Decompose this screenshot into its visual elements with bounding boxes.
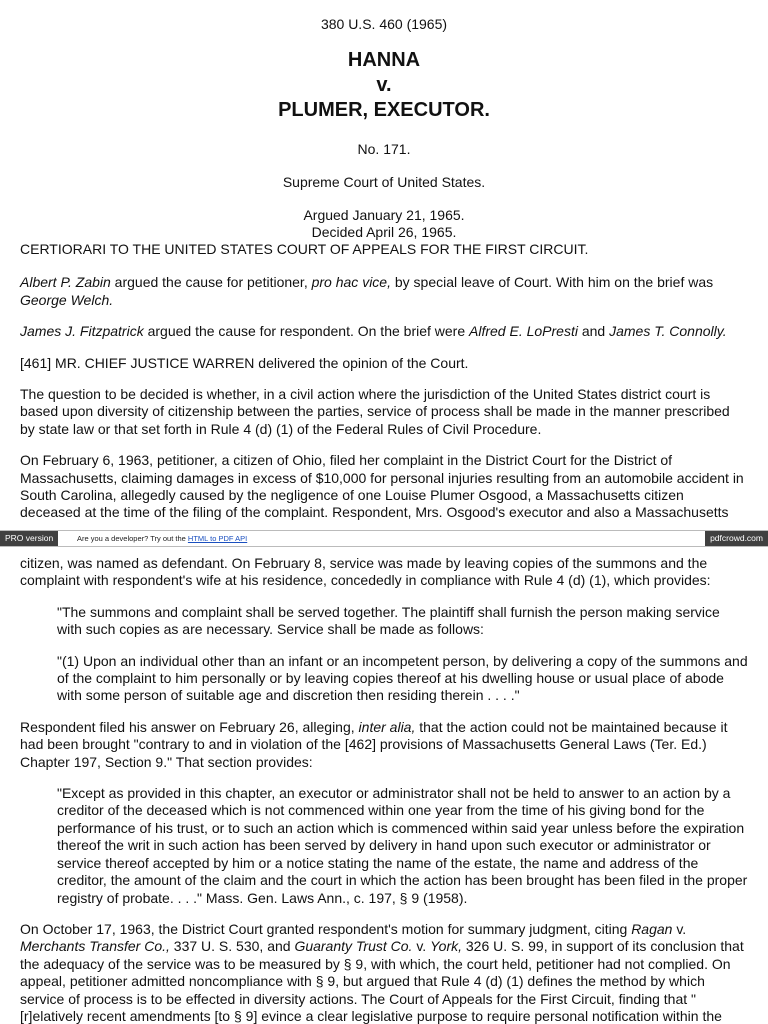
counsel-respondent: James J. Fitzpatrick argued the cause for respondent. On the brief were Alfred E. LoPresti and James T. Connolly.	[20, 323, 727, 340]
caption-versus: v.	[376, 74, 392, 96]
counsel-name: Alfred E. LoPresti	[469, 323, 578, 340]
blockquote-rule: "(1) Upon an individual other than an infant or an incompetent person, by delivering a copy of the summons and of the complaint to him personally or by leaving copies thereof at his dwelling house or usual place of abode with some person of suitable age and discretion then residing therein . . . ."	[57, 652, 748, 704]
docket-number: No. 171.	[357, 141, 411, 157]
court-name: Supreme Court of United States.	[282, 174, 486, 190]
counsel-petitioner: Albert P. Zabin argued the cause for petitioner, pro hac vice, by special leave of Court. With him on the brief was George Welch.	[20, 274, 714, 308]
blockquote-rule: "The summons and complaint shall be served together. The plaintiff shall furnish the person making service with such copies as are necessary. Service shall be made as follows:	[57, 603, 720, 638]
blockquote-mass-law: "Except as provided in this chapter, an executor or administrator shall not be held to answer to an action by a creditor of the deceased which is not commenced within one year from the time of his giving bond for the performance of his trust, or to such an action which is commenced within said year unless before the expiration thereof the writ in such action has been served by delivery in hand upon such executor or administrator or service thereof accepted by him or a notice stating the name of the estate, the name and address of the creditor, the amount of the claim and the court in which the action has been brought has been filed in the proper registry of probate. . . ." Mass. Gen. Laws Ann., c. 197, § 9 (1958).	[57, 785, 748, 906]
counsel-name: George Welch.	[20, 291, 114, 308]
case-name: Ragan	[631, 920, 673, 937]
paragraph-question: The question to be decided is whether, in a civil action where the jurisdiction of the United States district court is based upon diversity of citizenship between the parties, service of process shall be made in the manner prescribed by state law or that set forth in Rule 4 (d) (1) of the Federal Rules of Civil Procedure.	[20, 386, 730, 437]
developer-prompt: Are you a developer? Try out the HTML to PDF API	[77, 534, 248, 543]
paragraph-answer: Respondent filed his answer on February 26, alleging, inter alia, that the action could not be maintained because it had been brought "contrary to and in violation of the [462] provisions of Massachusetts General Laws (Ter. Ed.) Chapter 197, Section 9." That section provides:	[20, 718, 728, 770]
html-to-pdf-api-link[interactable]: HTML to PDF API	[187, 534, 248, 543]
caption-petitioner: HANNA	[347, 49, 421, 71]
paragraph-facts: On February 6, 1963, petitioner, a citizen of Ohio, filed her complaint in the District Court for the District of Massachusetts, claiming damages in excess of $10,000 for personal injuries resulting from an automobile accident in South Carolina, allegedly caused by the negligence of one Louise Plumer Osgood, a Massachusetts citizen deceased at the time of the filing of the complaint. Respondent, Mrs. Osgood's executor and also a Massachusetts	[20, 452, 744, 521]
counsel-name: James J. Fitzpatrick	[20, 323, 144, 340]
counsel-name: Albert P. Zabin	[20, 274, 111, 291]
paragraph-district-court: On October 17, 1963, the District Court granted respondent's motion for summary judgment, citing Ragan v. Merchants Transfer Co., 337 U. S. 530, and Guaranty Trust Co. v. York, 326 U. S. 99, in support of its conclusion that the adequacy of the service was to be measured by § 9, with which, the court held, petitioner had not complied. On appeal, petitioner admitted noncompliance with § 9, but argued that Rule 4 (d) (1) defines the method by which service of process is to be effected in diversity actions. The Court of Appeals for the First Circuit, finding that "[r]elatively recent amendments [to § 9] evince a clear legislative purpose to require personal notification within the	[20, 920, 744, 1024]
caption-respondent: PLUMER, EXECUTOR.	[278, 99, 490, 121]
pro-version-badge[interactable]: PRO version	[0, 531, 58, 546]
opinion-intro: [461] MR. CHIEF JUSTICE WARREN delivered the opinion of the Court.	[20, 354, 469, 371]
case-caption	[20, 48, 748, 123]
paragraph-service: citizen, was named as defendant. On February 8, service was made by leaving copies of the summons and the complaint with respondent's wife at his residence, concededly in compliance with Rule 4 (d) (1), which provides:	[20, 555, 711, 589]
pdfcrowd-brand[interactable]: pdfcrowd.com	[705, 531, 768, 546]
pdfcrowd-banner	[0, 530, 768, 547]
counsel-name: James T. Connolly.	[609, 323, 727, 340]
page-top-segment	[20, 14, 748, 536]
case-citation: 380 U.S. 460 (1965)	[320, 16, 448, 32]
case-dates	[20, 207, 748, 241]
certiorari-line: CERTIORARI TO THE UNITED STATES COURT OF APPEALS FOR THE FIRST CIRCUIT.	[20, 241, 589, 257]
decided-date: Decided April 26, 1965.	[311, 224, 457, 240]
case-name: Guaranty Trust Co.	[294, 938, 413, 955]
page-bottom-segment	[20, 555, 748, 1024]
argued-date: Argued January 21, 1965.	[303, 207, 465, 223]
case-name: York,	[430, 938, 462, 955]
case-name: Merchants Transfer Co.,	[20, 938, 170, 955]
